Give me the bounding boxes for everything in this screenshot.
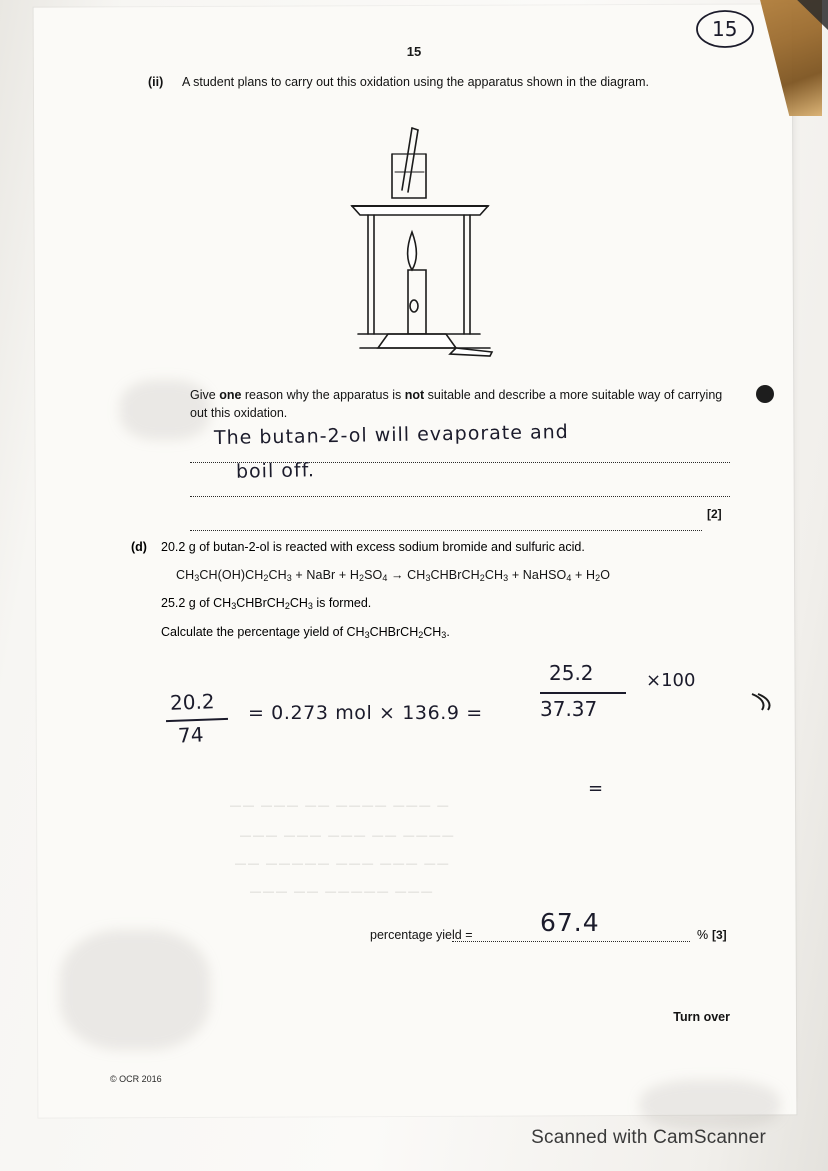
working-fraction2-bar — [540, 692, 626, 694]
marks-2: [2] — [707, 507, 722, 521]
show-through-text: ——— ——— ——— —— ———— — [240, 830, 456, 842]
camscanner-watermark: Scanned with CamScanner — [531, 1127, 766, 1148]
page-number: 15 — [406, 44, 422, 59]
answer-line-2 — [190, 482, 730, 497]
working-times-100: ×100 — [646, 670, 696, 691]
part-d-equation: $CH_3CH(OH)CH_2CH_3$ + NaBr + $H_2SO_4$ → $CH_3CHBrCH_2CH_3$ + NaHSO$_4$ + $H_2O$ — [176, 568, 611, 583]
give-reason-bold-one: one — [219, 388, 242, 402]
show-through-text: —— ——— —— ———— ——— — — [230, 800, 451, 812]
percentage-yield-label: percentage yield = — [370, 928, 473, 942]
part-d-line3: 25.2 g of $CH_3CHBrCH_2CH_3$ is formed. — [161, 596, 372, 611]
marker-tick — [748, 690, 776, 714]
apparatus-diagram — [340, 120, 500, 360]
handwritten-final-answer: 67.4 — [540, 908, 600, 937]
copyright-text: © OCR 2016 — [110, 1074, 162, 1084]
give-reason-prompt — [190, 386, 738, 422]
show-through-text: ——— —— ————— ——— — [250, 886, 435, 898]
show-through-text: —— ————— ——— ——— —— — [235, 858, 451, 870]
give-reason-part2: reason why the apparatus is — [241, 388, 405, 402]
percentage-unit: % — [697, 928, 709, 942]
handwritten-answer-line-2: boil off. — [235, 459, 316, 483]
turn-over-text: Turn over — [673, 1010, 730, 1024]
working-middle-expression: = 0.273 mol × 136.9 = — [248, 702, 483, 724]
working-equals-sign: = — [588, 778, 604, 799]
working-fraction2-numerator: 25.2 — [549, 661, 594, 685]
answer-line-3 — [190, 516, 702, 531]
working-fraction1-bar — [166, 718, 228, 722]
percentage-yield-answer-line — [452, 941, 690, 942]
part-d-line4: Calculate the percentage yield of $CH_3CHBrCH_2CH_3$. — [161, 625, 450, 640]
marks-3: [3] — [712, 928, 727, 942]
give-reason-part1: Give — [190, 388, 220, 402]
give-reason-part3: suitable and describe a more suitable way of carrying out this oxidation. — [190, 388, 723, 421]
give-reason-bold-not: not — [404, 388, 425, 402]
marker-blob — [756, 385, 774, 403]
part-d-label: (d) — [131, 540, 147, 554]
question-ii-text: A student plans to carry out this oxidation using the apparatus shown in the diagram. — [182, 75, 649, 89]
question-ii-label: (ii) — [148, 75, 164, 89]
part-d-intro: 20.2 g of butan-2-ol is reacted with excess sodium bromide and sulfuric acid. — [161, 540, 585, 554]
handwritten-answer-line-1: The butan-2-ol will evaporate and — [213, 420, 569, 450]
working-fraction1-numerator: 20.2 — [169, 689, 215, 715]
working-fraction1-denominator: 74 — [177, 722, 205, 748]
question-ii — [148, 74, 768, 91]
svg-text:15: 15 — [712, 17, 738, 41]
working-fraction2-denominator: 37.37 — [540, 697, 598, 721]
